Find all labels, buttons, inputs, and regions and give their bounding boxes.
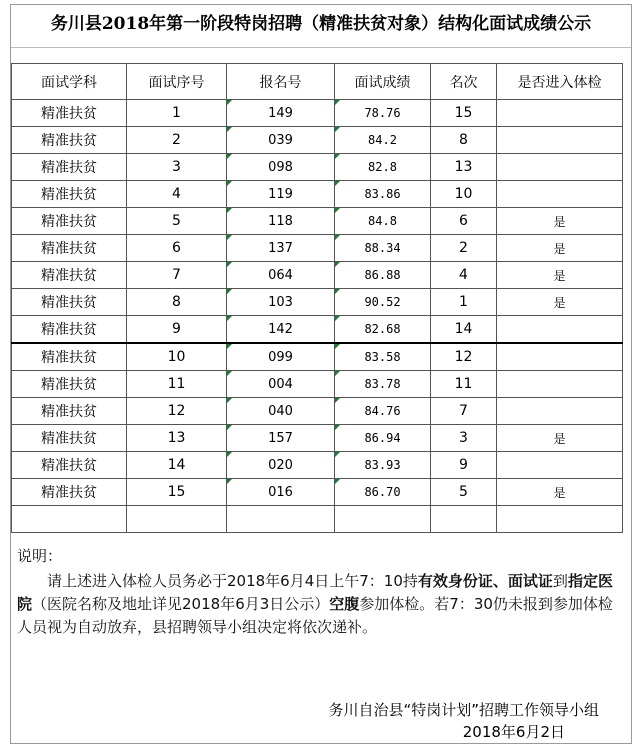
- table-row: [12, 425, 623, 452]
- cell-rank: 10: [431, 181, 497, 208]
- cell-exam: 是: [497, 262, 623, 289]
- table-row: [12, 181, 623, 208]
- table-row: [12, 479, 623, 506]
- cell-score: 83.93: [335, 452, 431, 479]
- cell-seq: 8: [127, 289, 227, 316]
- cell-exam: [497, 343, 623, 371]
- cell-seq: 4: [127, 181, 227, 208]
- cell-exam: 是: [497, 235, 623, 262]
- signature-block: [328, 699, 599, 743]
- cell-subject: 精准扶贫: [12, 235, 127, 262]
- cell-regno: 118: [227, 208, 335, 235]
- cell-exam: 是: [497, 479, 623, 506]
- cell-score: 84.8: [335, 208, 431, 235]
- cell-regno: 119: [227, 181, 335, 208]
- spacer-cell: [227, 506, 335, 533]
- header-subject: 面试学科: [12, 64, 127, 100]
- cell-subject: 精准扶贫: [12, 343, 127, 371]
- cell-subject: 精准扶贫: [12, 452, 127, 479]
- cell-regno: 103: [227, 289, 335, 316]
- cell-regno: 040: [227, 398, 335, 425]
- cell-subject: 精准扶贫: [12, 398, 127, 425]
- notes-emphasis: 空腹: [329, 595, 360, 613]
- cell-subject: 精准扶贫: [12, 479, 127, 506]
- cell-exam: [497, 127, 623, 154]
- page-title: 务川县2018年第一阶段特岗招聘（精准扶贫对象）结构化面试成绩公示: [50, 14, 592, 34]
- cell-rank: 5: [431, 479, 497, 506]
- table-row: [12, 262, 623, 289]
- cell-exam: 是: [497, 208, 623, 235]
- table-row: [12, 371, 623, 398]
- cell-seq: 7: [127, 262, 227, 289]
- spacer-cell: [335, 506, 431, 533]
- cell-score: 88.34: [335, 235, 431, 262]
- cell-rank: 14: [431, 316, 497, 344]
- notes-text: 请上述进入体检人员务必于2018年6月4日上午7：10持: [47, 572, 418, 590]
- cell-seq: 5: [127, 208, 227, 235]
- header-score: 面试成绩: [335, 64, 431, 100]
- cell-score: 78.76: [335, 100, 431, 127]
- cell-score: 90.52: [335, 289, 431, 316]
- cell-subject: 精准扶贫: [12, 371, 127, 398]
- cell-regno: 020: [227, 452, 335, 479]
- cell-subject: 精准扶贫: [12, 262, 127, 289]
- cell-regno: 098: [227, 154, 335, 181]
- cell-subject: 精准扶贫: [12, 127, 127, 154]
- cell-score: 83.78: [335, 371, 431, 398]
- cell-regno: 004: [227, 371, 335, 398]
- cell-score: 86.88: [335, 262, 431, 289]
- cell-seq: 12: [127, 398, 227, 425]
- signature-date: 2018年6月2日: [462, 723, 565, 741]
- cell-subject: 精准扶贫: [12, 154, 127, 181]
- cell-score: 86.70: [335, 479, 431, 506]
- cell-score: 82.68: [335, 316, 431, 344]
- notes-text: 参加体检。若7：30仍未报到参加体检人员视为自动放弃，县招聘领导小组决定将依次递补。: [17, 595, 613, 636]
- table-row: [12, 316, 623, 344]
- spacer-cell: [497, 506, 623, 533]
- cell-subject: 精准扶贫: [12, 181, 127, 208]
- cell-score: 86.94: [335, 425, 431, 452]
- cell-regno: 149: [227, 100, 335, 127]
- cell-rank: 15: [431, 100, 497, 127]
- cell-seq: 3: [127, 154, 227, 181]
- cell-exam: [497, 100, 623, 127]
- cell-seq: 10: [127, 343, 227, 371]
- cell-regno: 039: [227, 127, 335, 154]
- cell-score: 84.2: [335, 127, 431, 154]
- notes-paragraph: [17, 570, 623, 639]
- header-rank: 名次: [431, 64, 497, 100]
- notes-text: 到: [552, 572, 568, 590]
- cell-score: 82.8: [335, 154, 431, 181]
- cell-regno: 137: [227, 235, 335, 262]
- header-seq: 面试序号: [127, 64, 227, 100]
- notes-heading: 说明：: [17, 547, 63, 565]
- cell-regno: 099: [227, 343, 335, 371]
- cell-exam: [497, 154, 623, 181]
- header-exam: 是否进入体检: [497, 64, 623, 100]
- spacer-cell: [12, 506, 127, 533]
- cell-regno: 142: [227, 316, 335, 344]
- cell-rank: 12: [431, 343, 497, 371]
- table-row: [12, 289, 623, 316]
- cell-rank: 8: [431, 127, 497, 154]
- cell-score: 83.86: [335, 181, 431, 208]
- cell-rank: 6: [431, 208, 497, 235]
- table-row: [12, 127, 623, 154]
- cell-exam: [497, 452, 623, 479]
- signature-org: 务川自治县“特岗计划”招聘工作领导小组: [328, 701, 599, 719]
- table-row: [12, 343, 623, 371]
- cell-subject: 精准扶贫: [12, 316, 127, 344]
- cell-seq: 11: [127, 371, 227, 398]
- cell-exam: [497, 181, 623, 208]
- cell-rank: 13: [431, 154, 497, 181]
- table-row: [12, 398, 623, 425]
- document-sheet: [10, 4, 632, 744]
- table-row: [12, 100, 623, 127]
- header-regno: 报名号: [227, 64, 335, 100]
- table-row: [12, 452, 623, 479]
- cell-rank: 3: [431, 425, 497, 452]
- cell-seq: 14: [127, 452, 227, 479]
- notes-section: [17, 545, 623, 639]
- cell-rank: 9: [431, 452, 497, 479]
- table-spacer-row: [12, 506, 623, 533]
- cell-exam: 是: [497, 425, 623, 452]
- cell-rank: 2: [431, 235, 497, 262]
- cell-subject: 精准扶贫: [12, 208, 127, 235]
- notes-emphasis: 指定医院: [17, 572, 613, 613]
- notes-text: （医院名称及地址详见2018年6月3日公示）: [32, 595, 330, 613]
- cell-rank: 4: [431, 262, 497, 289]
- cell-seq: 6: [127, 235, 227, 262]
- cell-score: 84.76: [335, 398, 431, 425]
- table-row: [12, 235, 623, 262]
- cell-regno: 016: [227, 479, 335, 506]
- score-table: [11, 63, 623, 533]
- spacer-cell: [431, 506, 497, 533]
- cell-exam: [497, 316, 623, 344]
- cell-seq: 15: [127, 479, 227, 506]
- table-header-row: [12, 64, 623, 100]
- cell-subject: 精准扶贫: [12, 425, 127, 452]
- cell-rank: 7: [431, 398, 497, 425]
- cell-subject: 精准扶贫: [12, 289, 127, 316]
- cell-regno: 064: [227, 262, 335, 289]
- cell-rank: 1: [431, 289, 497, 316]
- cell-seq: 2: [127, 127, 227, 154]
- cell-exam: [497, 371, 623, 398]
- cell-regno: 157: [227, 425, 335, 452]
- cell-seq: 13: [127, 425, 227, 452]
- cell-score: 83.58: [335, 343, 431, 371]
- spacer-cell: [127, 506, 227, 533]
- cell-rank: 11: [431, 371, 497, 398]
- cell-exam: 是: [497, 289, 623, 316]
- title-divider: [11, 47, 631, 48]
- notes-emphasis: 有效身份证、面试证: [417, 572, 553, 590]
- table-row: [12, 154, 623, 181]
- cell-seq: 1: [127, 100, 227, 127]
- cell-exam: [497, 398, 623, 425]
- table-row: [12, 208, 623, 235]
- cell-seq: 9: [127, 316, 227, 344]
- cell-subject: 精准扶贫: [12, 100, 127, 127]
